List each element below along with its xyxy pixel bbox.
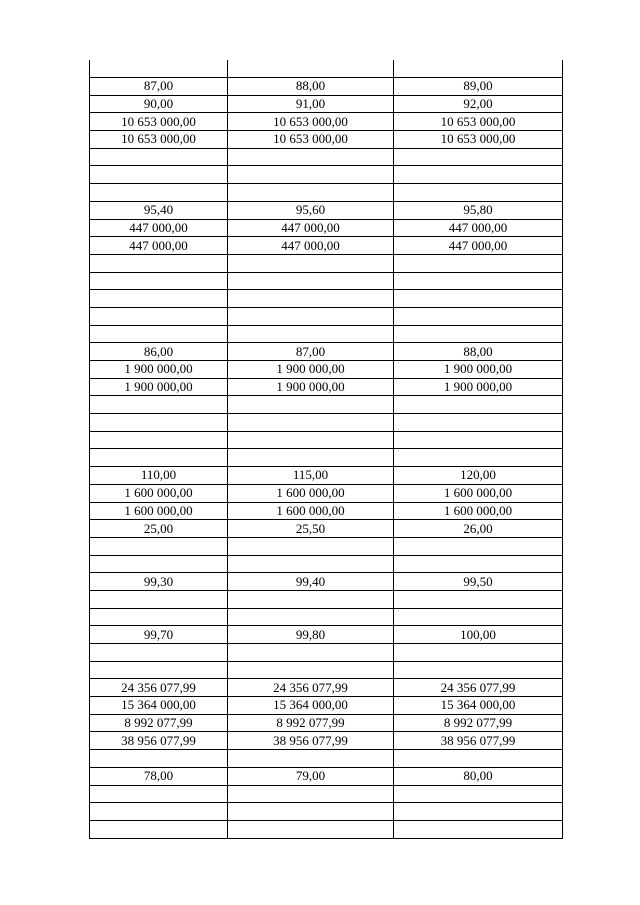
table-cell — [228, 148, 394, 166]
table-row — [90, 361, 563, 379]
table-cell — [228, 325, 394, 343]
table-row — [90, 785, 563, 803]
data-table — [89, 60, 563, 839]
table-cell: 115,00 — [228, 467, 394, 485]
table-cell: 38 956 077,99 — [228, 732, 394, 750]
table-cell: 1 900 000,00 — [228, 361, 394, 379]
table-row — [90, 148, 563, 166]
table-cell: 38 956 077,99 — [90, 732, 228, 750]
table-row — [90, 714, 563, 732]
table-row — [90, 573, 563, 591]
table-cell — [228, 431, 394, 449]
table-cell — [394, 414, 563, 432]
table-cell: 1 600 000,00 — [228, 484, 394, 502]
table-cell — [394, 307, 563, 325]
table-cell: 78,00 — [90, 767, 228, 785]
table-cell — [394, 184, 563, 202]
table-cell — [228, 449, 394, 467]
table-row — [90, 644, 563, 662]
table-cell — [394, 148, 563, 166]
table-cell: 8 992 077,99 — [228, 714, 394, 732]
table-row — [90, 661, 563, 679]
table-cell — [90, 325, 228, 343]
table-cell — [90, 537, 228, 555]
table-cell: 1 600 000,00 — [90, 484, 228, 502]
table-cell — [394, 166, 563, 184]
table-cell: 1 600 000,00 — [90, 502, 228, 520]
table-cell: 10 653 000,00 — [394, 113, 563, 131]
table-cell: 88,00 — [228, 78, 394, 96]
table-row — [90, 414, 563, 432]
table-row — [90, 219, 563, 237]
table-row — [90, 608, 563, 626]
table-cell — [90, 590, 228, 608]
table-cell: 99,50 — [394, 573, 563, 591]
table-cell: 1 900 000,00 — [394, 361, 563, 379]
table-cell — [90, 644, 228, 662]
table-row — [90, 325, 563, 343]
table-row — [90, 254, 563, 272]
table-cell — [394, 254, 563, 272]
table-cell — [90, 449, 228, 467]
table-cell — [90, 608, 228, 626]
table-cell: 79,00 — [228, 767, 394, 785]
table-cell: 1 900 000,00 — [228, 378, 394, 396]
table-cell: 10 653 000,00 — [228, 131, 394, 149]
table-cell — [394, 290, 563, 308]
table-cell — [228, 272, 394, 290]
table-row — [90, 201, 563, 219]
table-body — [90, 60, 563, 838]
table-row — [90, 307, 563, 325]
table-cell — [228, 555, 394, 573]
table-cell — [394, 396, 563, 414]
table-row — [90, 626, 563, 644]
table-cell — [90, 166, 228, 184]
table-row — [90, 60, 563, 78]
table-cell — [394, 608, 563, 626]
table-cell — [90, 785, 228, 803]
table-row — [90, 679, 563, 697]
table-row — [90, 767, 563, 785]
table-cell: 26,00 — [394, 520, 563, 538]
table-cell: 1 600 000,00 — [394, 484, 563, 502]
table-cell — [394, 803, 563, 821]
table-cell — [394, 449, 563, 467]
table-cell: 25,50 — [228, 520, 394, 538]
table-row — [90, 750, 563, 768]
table-cell: 447 000,00 — [394, 237, 563, 255]
table-cell: 24 356 077,99 — [228, 679, 394, 697]
table-cell — [228, 803, 394, 821]
table-cell: 86,00 — [90, 343, 228, 361]
table-cell — [228, 590, 394, 608]
table-row — [90, 732, 563, 750]
table-row — [90, 95, 563, 113]
table-cell — [90, 555, 228, 573]
table-cell — [394, 555, 563, 573]
table-cell — [90, 272, 228, 290]
table-cell: 92,00 — [394, 95, 563, 113]
table-cell — [394, 537, 563, 555]
table-cell: 1 900 000,00 — [90, 361, 228, 379]
table-cell: 89,00 — [394, 78, 563, 96]
table-row — [90, 697, 563, 715]
table-cell: 80,00 — [394, 767, 563, 785]
table-cell: 99,70 — [90, 626, 228, 644]
table-cell: 99,40 — [228, 573, 394, 591]
table-cell — [394, 272, 563, 290]
table-row — [90, 184, 563, 202]
table-cell — [228, 644, 394, 662]
table-cell — [394, 431, 563, 449]
table-row — [90, 820, 563, 838]
table-row — [90, 431, 563, 449]
table-cell — [90, 750, 228, 768]
table-cell: 90,00 — [90, 95, 228, 113]
table-cell: 1 900 000,00 — [394, 378, 563, 396]
table-cell: 8 992 077,99 — [90, 714, 228, 732]
table-cell: 95,40 — [90, 201, 228, 219]
table-row — [90, 272, 563, 290]
table-row — [90, 396, 563, 414]
table-cell: 87,00 — [228, 343, 394, 361]
table-cell — [90, 414, 228, 432]
table-cell: 15 364 000,00 — [228, 697, 394, 715]
table-cell — [90, 661, 228, 679]
table-cell: 24 356 077,99 — [394, 679, 563, 697]
table-cell: 8 992 077,99 — [394, 714, 563, 732]
table-cell — [228, 396, 394, 414]
table-row — [90, 502, 563, 520]
table-cell — [90, 290, 228, 308]
table-row — [90, 131, 563, 149]
table-cell — [90, 431, 228, 449]
table-row — [90, 449, 563, 467]
table-cell: 10 653 000,00 — [90, 131, 228, 149]
table-cell: 99,80 — [228, 626, 394, 644]
table-row — [90, 113, 563, 131]
table-cell: 447 000,00 — [394, 219, 563, 237]
table-cell — [90, 148, 228, 166]
table-row — [90, 590, 563, 608]
table-cell: 15 364 000,00 — [90, 697, 228, 715]
table-cell: 1 600 000,00 — [394, 502, 563, 520]
table-cell — [90, 820, 228, 838]
table-cell — [228, 750, 394, 768]
table-cell: 91,00 — [228, 95, 394, 113]
table-row — [90, 78, 563, 96]
table-row — [90, 343, 563, 361]
table-row — [90, 537, 563, 555]
table-cell — [90, 396, 228, 414]
table-cell: 95,80 — [394, 201, 563, 219]
table-cell — [228, 166, 394, 184]
table-cell: 88,00 — [394, 343, 563, 361]
table-cell — [228, 290, 394, 308]
table-cell — [228, 661, 394, 679]
table-cell — [228, 537, 394, 555]
table-row — [90, 484, 563, 502]
table-cell: 447 000,00 — [90, 219, 228, 237]
table-row — [90, 467, 563, 485]
table-cell — [228, 254, 394, 272]
table-cell: 15 364 000,00 — [394, 697, 563, 715]
table-cell — [394, 785, 563, 803]
table-cell: 95,60 — [228, 201, 394, 219]
table-row — [90, 290, 563, 308]
table-row — [90, 237, 563, 255]
table-cell — [90, 254, 228, 272]
table-cell — [394, 661, 563, 679]
table-row — [90, 520, 563, 538]
table-cell — [394, 60, 563, 78]
table-cell: 25,00 — [90, 520, 228, 538]
table-cell — [394, 644, 563, 662]
table-row — [90, 803, 563, 821]
table-cell: 120,00 — [394, 467, 563, 485]
table-cell: 110,00 — [90, 467, 228, 485]
table-cell — [228, 785, 394, 803]
table-cell: 10 653 000,00 — [228, 113, 394, 131]
table-row — [90, 166, 563, 184]
table-cell — [90, 803, 228, 821]
table-cell — [228, 184, 394, 202]
table-cell: 447 000,00 — [228, 237, 394, 255]
table-cell: 24 356 077,99 — [90, 679, 228, 697]
table-cell — [228, 608, 394, 626]
table-cell: 1 600 000,00 — [228, 502, 394, 520]
table-cell — [228, 414, 394, 432]
table-cell — [394, 820, 563, 838]
table-cell — [228, 820, 394, 838]
table-cell: 10 653 000,00 — [394, 131, 563, 149]
table-row — [90, 555, 563, 573]
table-cell: 99,30 — [90, 573, 228, 591]
table-cell: 1 900 000,00 — [90, 378, 228, 396]
table-cell — [394, 590, 563, 608]
table-cell — [228, 60, 394, 78]
table-cell: 38 956 077,99 — [394, 732, 563, 750]
table-cell — [90, 60, 228, 78]
table-cell — [90, 307, 228, 325]
table-row — [90, 378, 563, 396]
table-cell: 100,00 — [394, 626, 563, 644]
table-cell: 10 653 000,00 — [90, 113, 228, 131]
table-cell: 447 000,00 — [90, 237, 228, 255]
table-cell — [90, 184, 228, 202]
table-cell: 447 000,00 — [228, 219, 394, 237]
table-cell — [394, 750, 563, 768]
table-cell: 87,00 — [90, 78, 228, 96]
table-cell — [228, 307, 394, 325]
table-cell — [394, 325, 563, 343]
